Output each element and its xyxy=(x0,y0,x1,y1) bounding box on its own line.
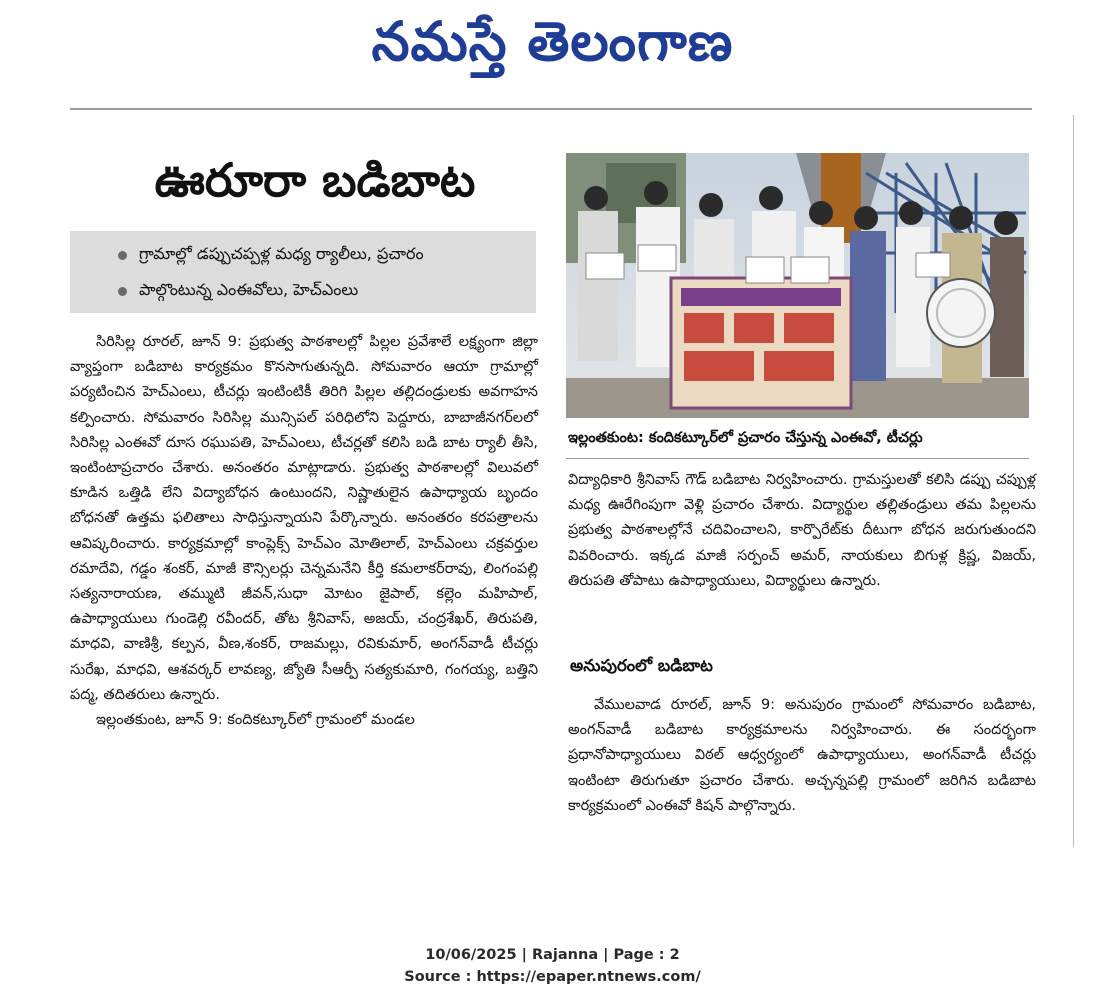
article-column-1 xyxy=(70,330,538,733)
bullet-icon xyxy=(118,287,127,296)
caption-divider xyxy=(566,458,1029,459)
body-paragraph: విద్యాధికారి శ్రీనివాస్ గౌడ్ బడిబాట నిర్వహించారు. గ్రామస్తులతో కలిసి డప్పు చప్పుళ్ల మధ్య ఊరేగింపుగా వెళ్లి ప్రచారం చేశారు. విద్యార్థుల తల్లితండ్రులు తమ పిల్లలను ప్రభుత్వ పాఠశాలల్లోనే చదివించాలని, కార్పొరేట్‌కు దీటుగా బోధన జరుగుతుందని వివరించారు. ఇక్కడ మాజీ సర్పంచ్ అమర్, నాయకులు బిగుళ్ల క్రిష్ణ, విజయ్, తిరుపతి తోపాటు ఉపాధ్యాయులు, విద్యార్థులు ఉన్నారు. xyxy=(568,472,1036,589)
section-subhead: అనుపురంలో బడిబాట xyxy=(570,656,713,675)
photo-illustration xyxy=(566,153,1029,418)
article-column-2 xyxy=(568,468,1036,594)
body-paragraph: సిరిసిల్ల రూరల్, జూన్ 9: ప్రభుత్వ పాఠశాలల్లో పిల్లల ప్రవేశాలే లక్ష్యంగా జిల్లా వ్యాప్తంగా బడిబాట కార్యక్రమం కొనసాగుతున్నది. సోమవారం ఆయా గ్రామాల్లో పర్యటించిన హెచ్ఎంలు, టీచర్లు ఇంటింటికీ తిరిగి పిల్లల తల్లిదండ్రులకు అవగాహన కల్పించారు. సోమవారం సిరిసిల్ల మున్సిపల్ పరిధిలోని పెద్దూరు, బాబాజీనగర్‌లలో సిరిసిల్ల ఎంఈవో దూస రఘుపతి, హెచ్ఎంలు, టీచర్లతో కలిసి బడి బాట ర్యాలీ తీసి, ఇంటింటాప్రచారం చేశారు. అనంతరం మాట్లాడారు. ప్రభుత్వ పాఠశాలల్లో విలువలో కూడిన ఒత్తిడి లేని విద్యాబోధన ఉంటుందని, నిష్ణాతులైన ఉపాధ్యాయ బృందం బోధనతో ఉత్తమ ఫలితాలు సాధిస్తున్నాయని పేర్కొన్నారు. అనంతరం కరపత్రాలను ఆవిష్కరించారు. కార్యక్రమాల్లో కాంప్లెక్స్ హెచ్ఎం మోతిలాల్, హెచ్ఎంలు చక్రవర్తుల రమాదేవి, గడ్డం శంకర్, మాజీ కౌన్సిలర్లు చెన్నమనేని కీర్తి కమలాకర్‌రావు, లింగంపల్లి సత్యనారాయణ, తమ్ముటి జీవన్,సుధా మోటం జైపాల్, కల్లెం మహిపాల్, ఉపాధ్యాయులు గుండెల్లి రవీందర్, తోట శ్రీనివాస్, అజయ్, చంద్రశేఖర్, తిరుపతి, మాధవి, వాణిశ్రీ, కల్పన, వీణ,శంకర్, రాజమల్లు, రవికుమార్, అంగన్‌వాడీ టీచర్లు సురేఖ, మాధవి, ఆశవర్కర్ లావణ్య, జ్యోతి సీఆర్పీ సత్యకుమారి, గంగయ్య, బత్తిని పద్మ, తదితరులు ఉన్నారు. xyxy=(70,334,538,703)
masthead-divider xyxy=(70,108,1032,110)
deck-text: పాల్గొంటున్న ఎంఈవోలు, హెచ్ఎంలు xyxy=(139,279,359,299)
article-column-3 xyxy=(568,693,1036,819)
deck-line xyxy=(118,237,528,273)
body-paragraph: ఇల్లంతకుంట, జూన్ 9: కందికట్కూర్‌లో గ్రామంలో మండల xyxy=(96,712,415,729)
deck-text: గ్రామాల్లో డప్పుచప్పళ్ల మధ్య ర్యాలీలు, ప్రచారం xyxy=(139,243,424,263)
news-photo xyxy=(566,153,1029,418)
footer-source-line: Source : https://epaper.ntnews.com/ xyxy=(404,969,701,985)
deck-line xyxy=(118,273,528,309)
masthead-title: నమస్తే తెలంగాణ xyxy=(371,9,734,73)
body-paragraph: వేములవాడ రూరల్, జూన్ 9: అనుపురం గ్రామంలో సోమవారం బడిబాట, అంగన్‌వాడీ బడిబాట కార్యక్రమాలను నిర్వహించారు. ఈ సందర్భంగా ప్రధానోపాధ్యాయులు విఠల్ ఆధ్వర్యంలో ఉపాధ్యాయులు, అంగన్‌వాడీ టీచర్లు ఇంటింటా తిరుగుతూ ప్రచారం చేశారు. అచ్చన్నపల్లి గ్రామంలో జరిగిన బడిబాట కార్యక్రమంలో ఎంఈవో కిషన్ పాల్గొన్నారు. xyxy=(568,697,1036,814)
bullet-icon xyxy=(118,251,127,260)
article-headline: ఊరూరా బడిబాట xyxy=(154,153,476,207)
page-footer xyxy=(0,944,1105,988)
deck-box xyxy=(70,231,536,313)
footer-edition-line: 10/06/2025 | Rajanna | Page : 2 xyxy=(425,947,680,963)
page-edge-rule xyxy=(1073,115,1074,847)
photo-caption: ఇల్లంతకుంట: కందికట్కూర్‌లో ప్రచారం చేస్తున్న ఎంఈవో, టీచర్లు xyxy=(568,430,923,446)
